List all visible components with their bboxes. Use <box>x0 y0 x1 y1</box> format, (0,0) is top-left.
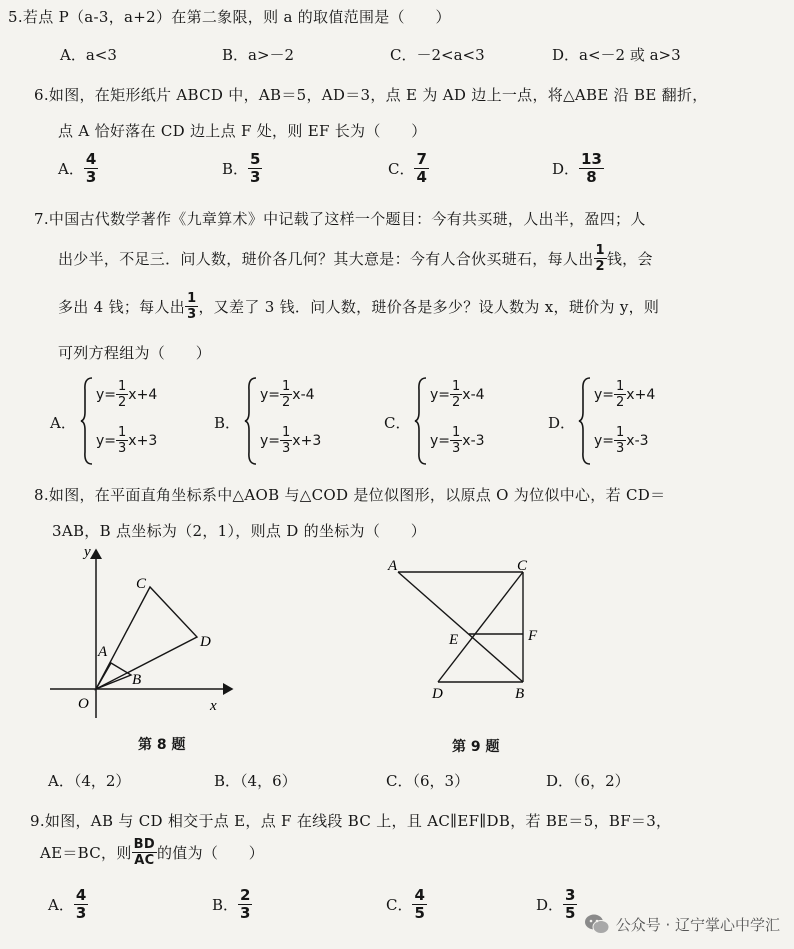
q7-line3: 多出 4 钱；每人出 1 3 ，又差了 3 钱．问人数，琎价各是多少？设人数为 x，琎价为 y，则 <box>58 291 660 322</box>
label-o: O <box>78 696 89 712</box>
q8-line2: 3AB，B 点坐标为（2，1），则点 D 的坐标为（ ） <box>52 522 427 540</box>
q8-option-a: A．（4，2） <box>48 772 131 790</box>
q7-option-a: A． y= $\frac{1}{2}$ x+4 y= $\frac{1}{3}$ x+3 <box>50 376 190 466</box>
q5-option-d: D．a<－2 或 a>3 <box>552 46 681 64</box>
q5-option-a: A．a<3 <box>60 46 117 64</box>
label-c: C <box>517 558 528 574</box>
q7-option-c: C． y= $\frac{1}{2}$ x-4 y= $\frac{1}{3}$ x-3 <box>384 376 524 466</box>
q7-line1: 7.中国古代数学著作《九章算术》中记载了这样一个题目：今有共买琎，人出半，盈四；人 <box>34 210 646 228</box>
watermark-text: 公众号 · 辽宁掌心中学汇 <box>615 915 780 934</box>
brace-icon <box>414 376 428 466</box>
wechat-icon <box>584 913 610 935</box>
segment-ab <box>398 572 523 682</box>
q6-line1: 6.如图，在矩形纸片 ABCD 中，AB＝5，AD＝3，点 E 为 AD 边上一点，将△ABE 沿 BE 翻折， <box>34 86 708 104</box>
q6-option-b: B． 5 3 <box>222 150 261 186</box>
q6-option-d: D． 13 8 <box>552 150 602 186</box>
q9-option-d: D． 3 5 <box>536 886 576 922</box>
q5-stem: 5.若点 P（a-3，a+2）在第二象限，则 a 的取值范围是（ ） <box>8 8 451 26</box>
label-d: D <box>432 686 443 702</box>
q9-line2: AE＝BC，则 BD AC 的值为（ ） <box>40 837 265 868</box>
label-b: B <box>132 672 142 688</box>
figure-9-caption: 第 9 题 <box>452 739 500 755</box>
q6-option-c: C． 7 4 <box>388 150 427 186</box>
triangle-aob <box>96 663 131 689</box>
q9-option-c: C． 4 5 <box>386 886 425 922</box>
label-f: F <box>528 628 538 644</box>
brace-icon <box>244 376 258 466</box>
label-b: B <box>515 686 525 702</box>
brace-icon <box>80 376 94 466</box>
label-a: A <box>98 644 108 660</box>
q8-option-d: D．（6，2） <box>546 772 630 790</box>
q8-line1: 8.如图，在平面直角坐标系中△AOB 与△COD 是位似图形，以原点 O 为位似中心，若 CD＝ <box>34 486 666 504</box>
q9-option-a: A． 4 3 <box>48 886 87 922</box>
label-y: y <box>84 544 91 560</box>
figure-8 <box>40 538 260 724</box>
q5-option-c: C．－2<a<3 <box>390 46 485 64</box>
label-a: A <box>388 558 398 574</box>
q6-option-a: A． 4 3 <box>58 150 97 186</box>
figure-9 <box>380 552 560 702</box>
label-e: E <box>449 632 459 648</box>
label-c: C <box>136 576 147 592</box>
q7-line4: 可列方程组为（ ） <box>58 344 212 362</box>
brace-icon <box>578 376 592 466</box>
segment-cd <box>438 572 523 682</box>
q8-option-b: B．（4，6） <box>214 772 297 790</box>
q9-line1: 9.如图，AB 与 CD 相交于点 E，点 F 在线段 BC 上，且 AC∥EF∥DB，若 BE＝5，BF＝3， <box>30 812 672 830</box>
q7-line2: 出少半，不足三．问人数，琎价各几何？其大意是：今有人合伙买琎石，每人出 1 2 钱，会 <box>58 243 653 274</box>
watermark <box>584 913 780 935</box>
label-d: D <box>200 634 211 650</box>
q8-option-c: C．（6，3） <box>386 772 470 790</box>
label-x: x <box>210 698 217 714</box>
q9-option-b: B． 2 3 <box>212 886 251 922</box>
q7-option-d: D． y= $\frac{1}{2}$ x+4 y= $\frac{1}{3}$ x-3 <box>548 376 688 466</box>
figure-8-caption: 第 8 题 <box>138 737 186 753</box>
q5-option-b: B．a>－2 <box>222 46 295 64</box>
q6-line2: 点 A 恰好落在 CD 边上点 F 处，则 EF 长为（ ） <box>58 122 427 140</box>
triangle-cod <box>96 587 197 689</box>
q7-option-b: B． y= $\frac{1}{2}$ x-4 y= $\frac{1}{3}$ x+3 <box>214 376 354 466</box>
